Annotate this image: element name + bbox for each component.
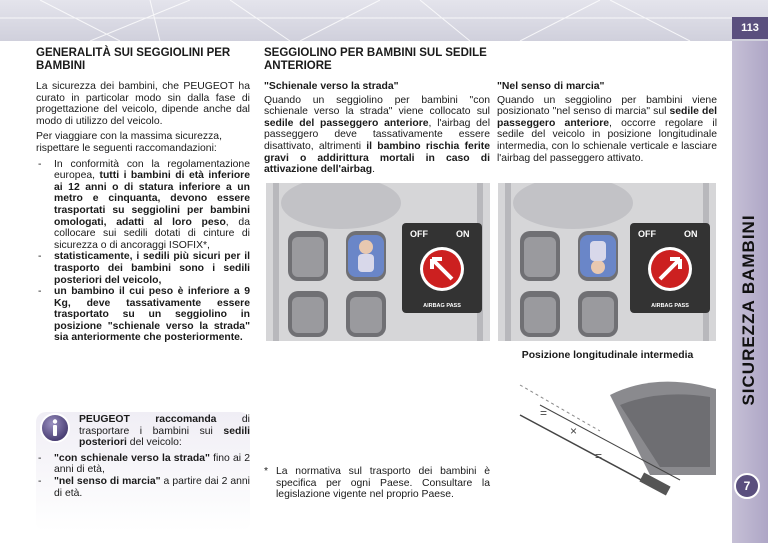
child-seat-icon: [348, 235, 384, 277]
rear-facing-text: Quando un seggiolino per bambini "con schienale verso la strada" viene collocato sul sedile del passeggero anteriore, l'airbag del passeggero deve tassativamente essere disattivato, altrimenti il bambino rischia ferite gravi o addirittura mortali in caso di attivazione dell'airbag.: [264, 94, 490, 176]
svg-text:ON: ON: [684, 229, 698, 239]
list-item: - "nel senso di marcia" a partire dai 2 anni di età.: [36, 476, 250, 499]
rear-facing-illustration: [266, 183, 490, 341]
forward-facing-heading: "Nel senso di marcia": [497, 81, 605, 92]
svg-text:AIRBAG PASS: AIRBAG PASS: [651, 303, 689, 309]
general-section: [36, 47, 250, 344]
forward-facing-section: [497, 81, 717, 168]
chapter-badge: 7: [734, 473, 760, 499]
rear-facing-section: [264, 81, 490, 180]
svg-text:AIRBAG PASS: AIRBAG PASS: [423, 303, 461, 309]
front-seat-section: [264, 47, 490, 72]
seat-position-caption: Posizione longitudinale intermedia: [521, 350, 694, 361]
recommendation-text: PEUGEOT raccomanda di trasportare i bambini sui sedili posteriori del veicolo:: [79, 414, 250, 449]
list-item: - "con schienale verso la strada" fino ai 2 anni di età,: [36, 453, 250, 476]
svg-text:×: ×: [570, 424, 578, 438]
airbag-on-indicator-icon: [630, 223, 710, 313]
front-seat-title: SEGGIOLINO PER BAMBINI SUL SEDILE ANTERIORE: [264, 47, 487, 72]
svg-text:=: =: [595, 449, 603, 463]
airbag-off-indicator-icon: [402, 223, 482, 313]
recommendation-box: [36, 412, 250, 532]
svg-text:OFF: OFF: [410, 229, 428, 239]
list-item: - statisticamente, i sedili più sicuri per il trasporto dei bambini sono i sedili posteriori del veicolo,: [36, 251, 250, 286]
general-recommendations-intro: Per viaggiare con la massima sicurezza, rispettare le seguenti raccomandazioni:: [36, 131, 222, 154]
footnote-text: La normativa sul trasporto dei bambini è specifica per ogni Paese. Consultare la legislazione vigente nel proprio Paese.: [276, 466, 490, 501]
seat-rail-illustration: [500, 375, 716, 503]
general-intro: La sicurezza dei bambini, che PEUGEOT ha curato in particolar modo sin dalla fase di progettazione del veicolo, dipende anche dal modo di utilizzo del veicolo.: [36, 81, 250, 127]
forward-facing-illustration: [498, 183, 716, 341]
rear-facing-heading: "Schienale verso la strada": [264, 81, 399, 92]
svg-text:=: =: [540, 406, 548, 420]
general-title: GENERALITÀ SUI SEGGIOLINI PER BAMBINI: [36, 47, 231, 72]
chapter-title: SICUREZZA BAMBINI: [739, 214, 758, 406]
recommendation-list: [36, 159, 250, 345]
age-list: [36, 453, 250, 499]
header-decoration: [0, 0, 768, 41]
list-item: - In conformità con la regolamentazione europea, tutti i bambini di età inferiore ai 12 anni o di statura inferiore a un metro e cinquanta, devono essere trasportati su seggiolini per bambini omologati, adatti al loro peso, da collocare sui sedili dotati di cinture di sicurezza o di ancoraggi ISOFIX*,: [36, 159, 250, 252]
svg-text:ON: ON: [456, 229, 470, 239]
svg-text:OFF: OFF: [638, 229, 656, 239]
forward-facing-text: Quando un seggiolino per bambini viene posizionato "nel senso di marcia" sul sedile del passeggero anteriore, occorre regolare il sedile del veicolo in posizione longitudinale intermedia, con lo schienale verticale e lasciare l'airbag del passeggero attivato.: [497, 94, 718, 164]
list-item: - un bambino il cui peso è inferiore a 9 Kg, deve tassativamente essere trasportato su un seggiolino in posizione "schienale verso la strada" sia anteriormente che posteriormente.: [36, 286, 250, 344]
page-header-band: [0, 0, 768, 41]
page-number: 113: [732, 17, 768, 39]
footnote-marker: *: [264, 466, 269, 477]
isofix-footnote: [264, 466, 490, 505]
child-seat-icon: [580, 235, 616, 277]
